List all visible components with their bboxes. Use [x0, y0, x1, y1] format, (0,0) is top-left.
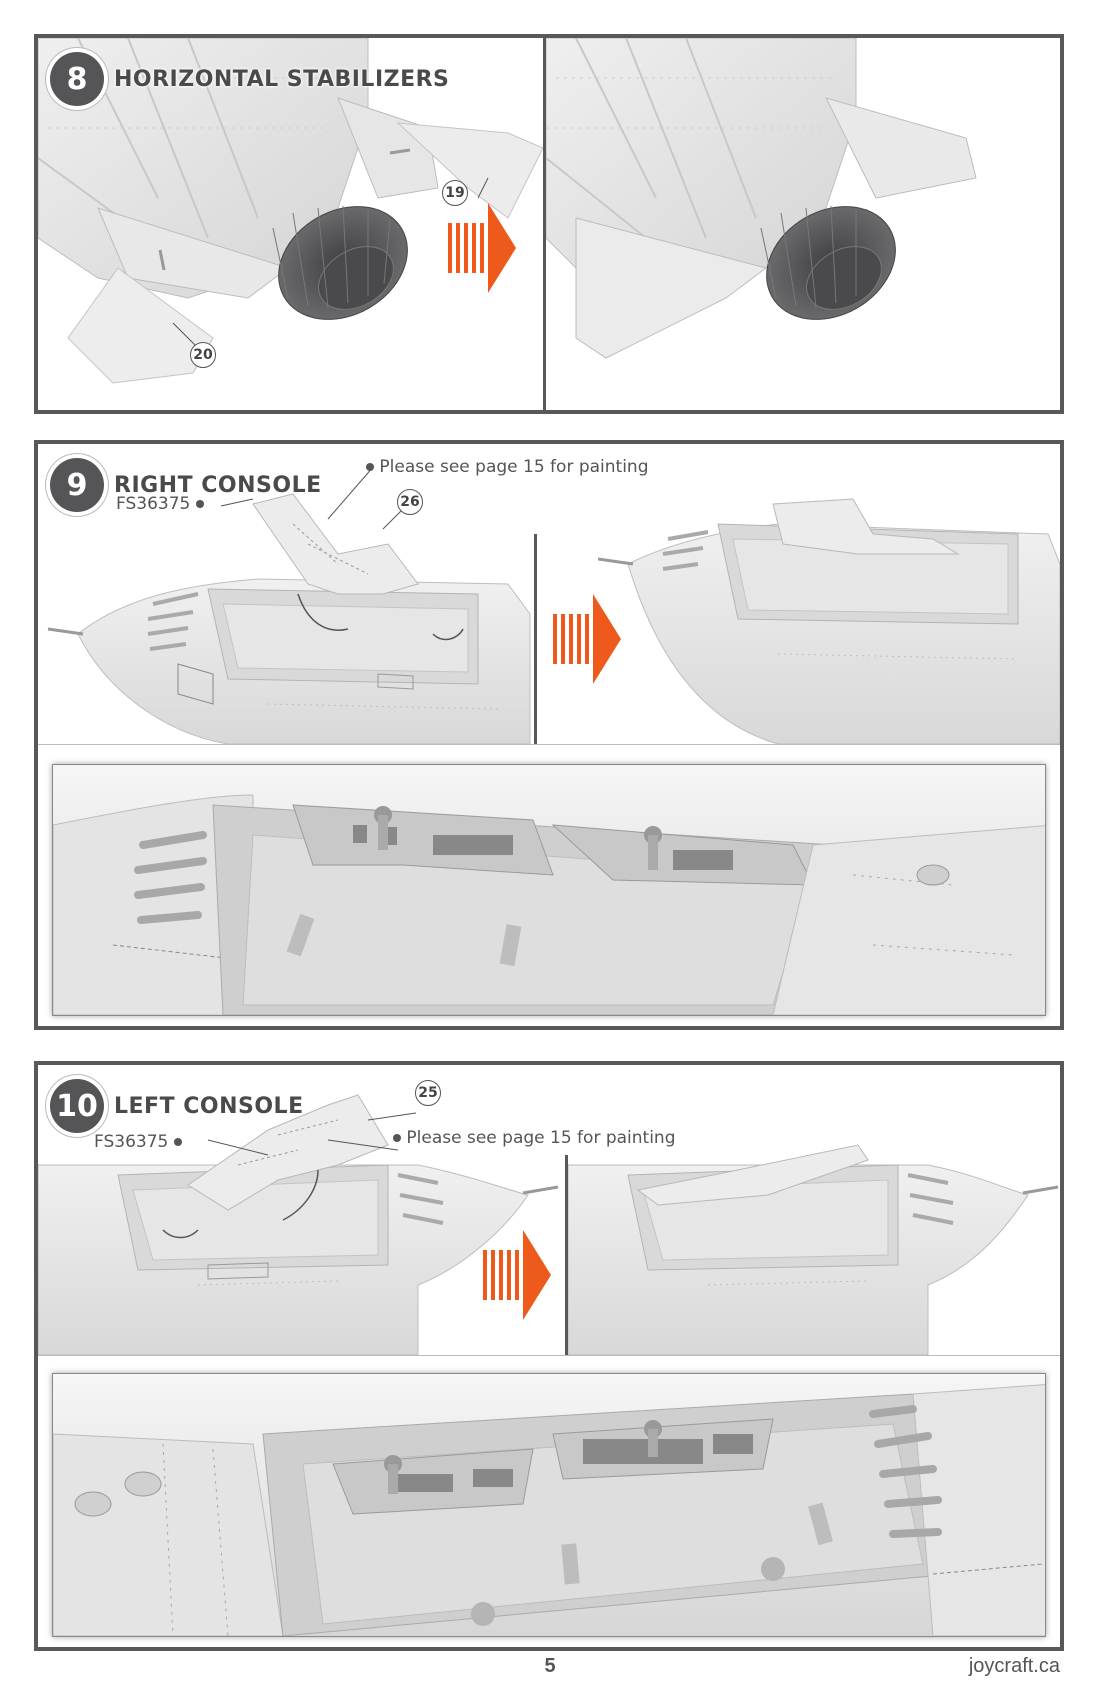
left-console-after-illustration — [568, 1065, 1064, 1355]
step-8-panel — [34, 34, 1064, 414]
site-url[interactable]: joycraft.ca — [968, 1655, 1060, 1677]
right-console-after-illustration — [598, 444, 1064, 744]
step-title: HORIZONTAL STABILIZERS — [114, 66, 450, 92]
painting-note-text: Please see page 15 for painting — [379, 457, 649, 477]
assembly-arrow — [448, 203, 518, 293]
step-8-header — [50, 52, 449, 106]
left-console-detail-illustration — [53, 1374, 1046, 1636]
paint-code-label — [94, 1132, 182, 1152]
part-number-25: 25 — [415, 1080, 441, 1106]
step-title: LEFT CONSOLE — [114, 1093, 304, 1119]
paint-code: FS36375 — [116, 494, 191, 514]
left-console-detail-view — [52, 1373, 1046, 1637]
panel-divider — [534, 534, 537, 744]
leader-dot — [366, 463, 374, 471]
stabilizer-after-illustration — [546, 38, 1064, 410]
step-number: 10 — [50, 1079, 104, 1133]
panel-divider-horizontal — [38, 1355, 1064, 1356]
page-number: 5 — [544, 1655, 556, 1677]
leader-dot — [174, 1138, 182, 1146]
part-number-19: 19 — [442, 180, 468, 206]
assembly-arrow — [483, 1230, 553, 1320]
part-number-20: 20 — [190, 342, 216, 368]
step-title: RIGHT CONSOLE — [114, 472, 322, 498]
paint-code: FS36375 — [94, 1132, 169, 1152]
step-number: 9 — [50, 458, 104, 512]
leader-dot — [393, 1134, 401, 1142]
painting-note-text: Please see page 15 for painting — [406, 1128, 676, 1148]
step-10-panel — [34, 1061, 1064, 1651]
right-console-detail-illustration — [53, 765, 1046, 1015]
right-console-detail-view — [52, 764, 1046, 1016]
step-number: 8 — [50, 52, 104, 106]
panel-divider-horizontal — [38, 744, 1064, 745]
step-9-panel — [34, 440, 1064, 1030]
part-number-26: 26 — [397, 489, 423, 515]
step-9-header — [50, 458, 322, 512]
step-10-header — [50, 1079, 304, 1133]
